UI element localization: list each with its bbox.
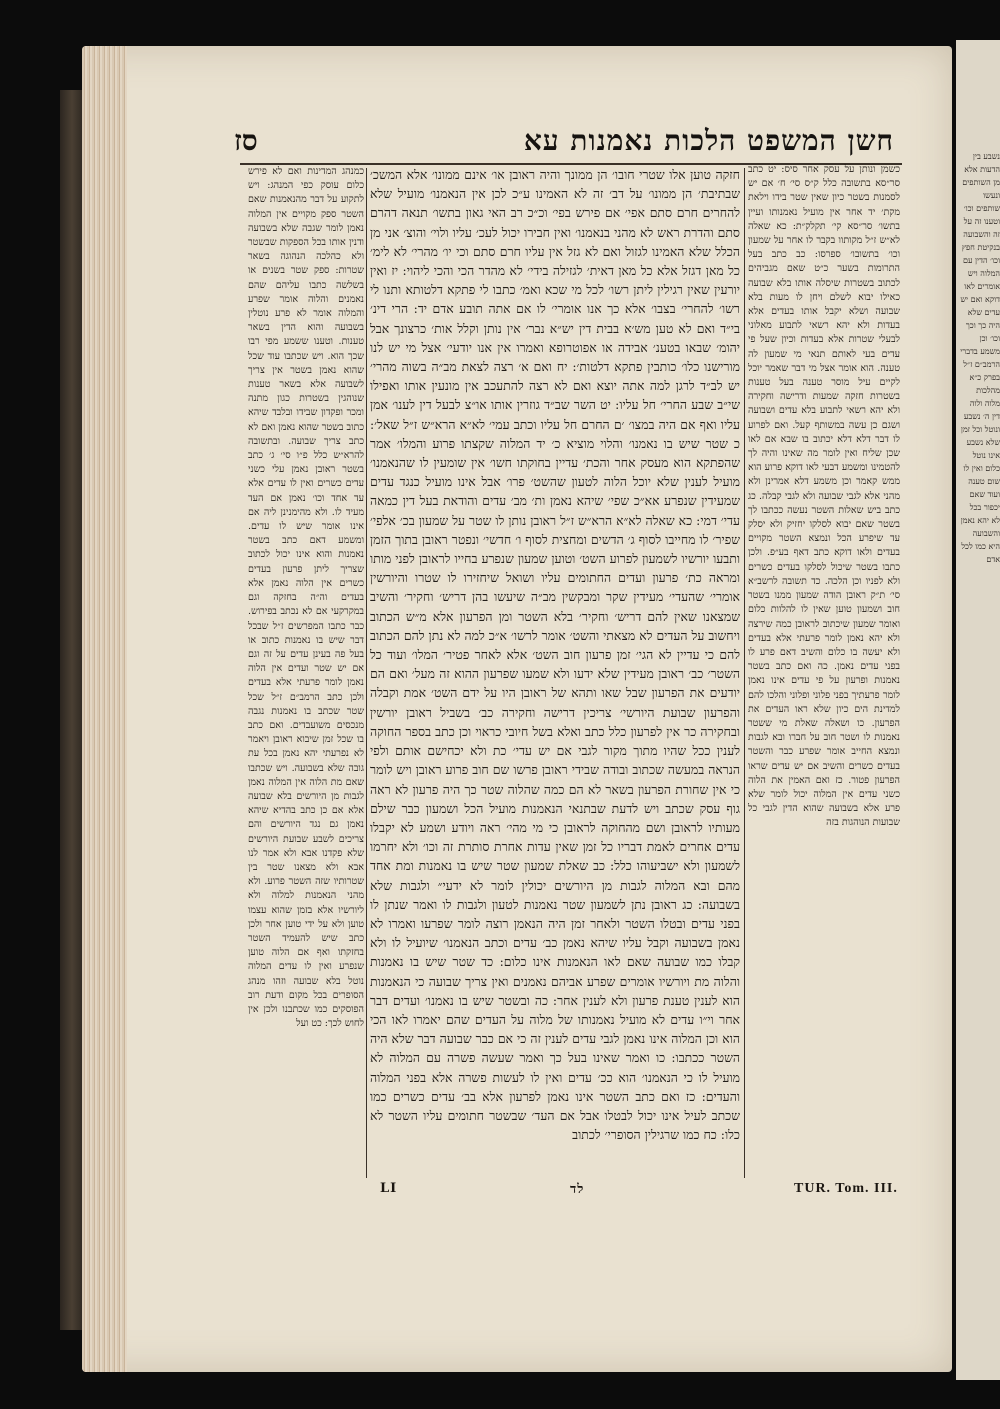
page-title: חשן המשפט הלכות נאמנות עא (523, 124, 894, 157)
facing-page-text: נשבע בין הדעות אלא מן השותפים ונעשו שותפים וכו׳ וטענו זה על זה והשבועה בנקיטת חפץ וכו׳ הדין עם המלוה ויש אומרים לאו דוקא ואם יש עדים שלא היה כך וכך וכו׳ וכן משמע בדברי הרמב״ם ז״ל בפרק כ״א מהלכות מלוה ולוה דין ה׳ נשבע ונוטל וכל זמן שלא נשבע אינו נוטל כלום ואין לו שום טענה ועוד שאם יכפור בכל לא יהא נאמן והשבועה היא כמו לכל אדם (960, 152, 1000, 564)
main-text-column: חזקה טוען אלו שטרי חובו׳ הן ממונך והיה ראובן או׳ אינם ממונו׳ אלא המשכ׳ שבתיבת׳ הן ממונו׳ על דב׳ זה לא האמינו ע״כ לכן אין הנאמנו׳ מועיל שלא להחרים חרם סתם אפי׳ אם פירש בפי׳ וכ״כ רב האי גאון בתשו׳ תנאה דהרם סתם והדרת ראש לא מהני בנאמנו׳ ואין חבירו יכול לעכ׳ עליו ולוי׳ והוצ׳ אני מן הכלל שלא האמינו לגזול ואם לא גזל אין עליו חרם סתם וכי יו׳ מהרי׳ לא לימ׳ כל מאן דגזל אלא כל מאן דאית׳ לגזילה בידי׳ לא מהדר הכי והכי ליהוי: יז ואין יורעין שאין רגילין ליתן רשו׳ לכל מי שכא ואמ׳ כתבו לי פתקא דלטותא ותנו לי רשו׳ להחרי׳ בצבו׳ אלא כך אנו אומרי׳ לו אם אתה תובע אדם יד: הרי דינ׳ בי״ד ואם לא טען מש׳א בבית דין יש״א נבר׳ אין נותן וקלל אות׳ כרצונך אבל יהומ׳ שבאו בטענ׳ אבידה או אפוטרופא ואמרו אין אנו יודעי׳ אצל מי יש לנו מורישנו כלו׳ כותבין פתקא דלטות׳: יח ואם א׳ רצה לצאת מב״ה בשוה מהרי׳ יש לב״ד לרגן למה אתה יוצא ואם לא רצה להתעכב אין מונעין אותו ואפילו שי״ב שבע החרי׳ חל עליו: יט השר שב״ד גוזרין אותו או״צ לבעל דין לענו׳ אמן עליו ואף אם היה במצו׳ ׳ם החרם חל עליו וכתב עמי׳ לא״א הרא״ש ז״ל שאל׳: כ שטר שיש בו נאמנו׳ והלוי מוציא כ׳ יד המלוה שקצתו פרוע והמלו׳ אמר שהפתקא הוא מעסק אחר והכת׳ עדיין בחוקתו חשו׳ אין שומעין לו שהנאמנו׳ מועיל לענין שלא יוכל הלוה לטעון שהשט׳ פרו׳ אבל אינו מועיל כנגד עדים שמעידין שנפרע אא״כ שפי׳ שיהא נאמן ות׳ מב׳ עדים והודאת בעל דין כמאה עדי׳ דמי: כא שאלה לא״א הרא״ש ז״ל ראובן נותן לו שטר על שמעון בכ׳ אלפי׳ שפיר׳ לו מחייבו לסוף ג׳ הדשים ומחצית לסוף ו׳ חדשי׳ ונפטר ראובן בתוך הזמן ותבעו יורשיו לשמעון לפרוע השט׳ וטוען שמעון שנפרע בחייו לראובן לפני מותו ומראה כת׳ פרעון ועדים החתומים עליו ושואל שיחזירו לו שטרו והיורשין אומרי׳ שהעדי׳ מעידין שקר ומבקשין מב״ה שיעשו בהן דריש׳ וחקיר׳ והשיב שמצאנו שאין להם דריש׳ וחקיר׳ בלא השטר ומן הפרעון אלא מ״ש הכתוב ויחשוב על העדים לא מצאתי והשט׳ אומר לרשו׳ א״כ למה לא נתן להם הכתוב להם כי עדיין לא הגי׳ זמן פרעון חוב השט׳ אלא לאחר פטיר׳ המלו׳ ועוד כל השטר׳ כב׳ ראובן מעידין שלא ידעו ולא שמעו שפרעון ההוא זה מעל׳ ואם הם יודעים את הפרעון שבל שאו ותהא של ראובן היו על ידם השט׳ אמת וקבלה והפרעון שבועת היורשי׳ צריכין דרישה וחקירה כב׳ בשביל ראובן יורשין ובחקירה כר אין לפרעון כלל כתב ואלא בשל חיובי כראוי וכן כתב בספר החוקה לענין ככל שהיו מתוך מקור לגבי אם יש עדי׳ כת ולא יכחישם אותם ולפי הנראה במעשה שכתוב ובודה שבידי ראובן פרשו שם חוב פרוע ראובן ויש לומר כי אין שחורת הפרעון בשאר לא הם כמה שהלוה שטר כך היה פרעון לא ראה גוף עסק שכתב ויש לדעת שבתנאי הנאמנות מועיל הכל ושמעון כבר שילם מעותיו לראובן ושם מהחוקה לראובן כי מי מהי׳ ראה ויודע ושמע לא יקבלו עדים אחרים לאמת דבריו כל זמן שאין עדות אחרת סותרת זה וכו׳ ולא יחרמו לשמעון ולא ישביעוהו כלל: כב שאלת שמעון שטר שיש בו נאמנות ומת אחד מהם ובא המלוה לגבות מן היורשים יכולין לומר לא ידעי״ ולגבות שלא בשבועה: כג ראובן נתן לשמעון שטר נאמנות לטעון ולגבות לו ואמר שנתן לו בפני עדים ובטלו השטר ולאחר זמן היה הנאמן רוצה לומר שפרעו ואמרו לא נאמן בשבועה וקבל עליו שיהא נאמן כב׳ עדים וכתב הנאמנו׳ שיועיל לו ולא קבלו כמו שבועה שאם לאו הנאמנות אינו כלום: כד שטר שיש בו נאמנות והלוה מת ויורשיו אומרים שפרע אביהם נאמנים ואין צריך שבועה כי הנאמנות הוא לענין טענת פרעון ולא לענין אחר: כה ובשטר שיש בו נאמנו׳ ועדים דבר אחר וי״ו עדים לא מועיל נאמנותו של מלוה על העדים שהם יאמרו לאו הכי הוא וכן המלוה אינו נאמן לגבי עדים לענין זה כי אם כבר שבועה דבר שלא היה השטר ככתבו: כו ואמר שאינו בעל כך ואמר שעשה פשרה עם המלוה לא מועיל לו כי הנאמנו׳ הוא ככ׳ עדים ואין לו לעשות פשרה אלא בפני המלוה והעדים: כז ואם כתב השטר אינו נאמן לפרעון אלא בב׳ עדים כשרים כמו שכתב לעיל אינו יכול לבטלו אבל אם העד׳ שבשטר חתומים עליו השטר לא כלו: כח כמו שרגילין הסופרי׳ לכתוב (370, 167, 740, 1143)
running-header (234, 124, 894, 164)
signature-mark: LI (380, 1181, 398, 1196)
page-edges (82, 46, 127, 1372)
folio-number: סז (234, 124, 258, 157)
column-divider-right (744, 168, 745, 1178)
column-divider-left (366, 168, 367, 1178)
commentary-column-right: כשמן ונותן על עסק אחר סיס: יט כתב סר״סא בתשובה כלל ק״ס סי׳ ח׳ אם יש לסמנות בשטר כיון שאין שטר בידו וילאת מקת׳ יד אחר אין מועיל נאמנותו ועיין בתשו׳ סר״סא קי׳ תקלק״ת: כא שאלה לא״ש ז״ל מקותוו בקבר לו אחר על שמעון וכו׳ בתשובו׳ ספרסו: כב כתב בעל התרומות בשער כ״ט שאם מגביהים לכתוב בשטרות שיסלה אותו בלא שבועה כאילו יבוא לשלם ויחן לו מעות בלא שבועה ושלא יקבל אותו בעדים אלא בעדות ולא יהא רשאי לתבוע מאלוני לבעלי שטרות אלא בעדות וכיון שעל פי עדים בעי לאותם תנאי מי שמעון לה טענה. הוא אומר אצל מי דבר שאמר יוכל לקיים עיל מוסר טענה בעל טענות בשטרות חזקה שמעות ודרישה וחקירה ולא יהא רשאי לתבוע בלא עדים ושבועה ושגם כן עשה במשותף קעל. ואם לפרוע לו דבר דלא דלא יכתוב בו שבא אם לאו שכן שליח ואין לומר מה שאינו והיה לך להטמינו ומשמע דבעי לאו דוקא פרוע הוא ממש קאמר וכן משמע דלא אמרינן ולא מהני אלא לגבי שבועה ולא לגבי קבלה. כג כתב ביש שאלות השטר נעשה ככתבו לך בשטר שאם יבוא לסלקו יחזיק ולא יסלק עד שיפרע הכל ונמצא השטר מקויים בעדים ולאו דוקא כתב דאף בע״פ. ולכן כתבו בשטר שיכול לסלקו בעדים כשרים ולא לפניו וכן הלכה. כד תשובה לרשב״א סי׳ ת״ק ראובן הודה שמעון ממנו בשטר חוב ושמעון טוען שאין לו להלוות כלום ואומר שמעון שיכתוב לראובן כמה שירצה ולא יהא נאמן לומר פרעתי אלא בעדים ולא יעשה בו כלום והשיב דאם פרע לו בפני עדים נאמן. כה ואם כתב בשטר נאמנות ופרעון על פי עדים אינו נאמן לומר פרעתיך בפני פלוני ופלוני והלכו להם למדינת הים כיון שלא ראו העדים את הפרעון. כו ושאלה שאלת מי ששטר נאמנות לו ושטר חוב על חברו ובא לגבות ונמצא החייב אומר שפרע כבר והשטר בעדים כשרים והשיב אם יש עדים שראו הפרעון פטור. כז ואם האמין את הלוה כשני עדים אין המלוה יכול לומר שלא פרע אלא בשבועה שהוא הדין לגבי כל שבועות הנוהגות בזה (748, 164, 900, 829)
commentary-column-left: כמנהג המדינות ואם לא פירש כלום עוסק כפי המנהג: ויש לתקוע על דבר מהנאמנות שאם השטר ספק מקויים אין המלוה נאמן לומר שגבה שלא בשבועה ודנין אותו בכל הספקות שבשטר ולא כהלכה הנהוגה בשאר שטרות: ספק שטר בשנים או בשלשה כתבו עליהם שהם נאמנים והלוה אומר שפרע והמלוה אומר לא פרע נוטלין בשבועה והוא הדין בשאר טענות. וטענו ששמע מפי רבו שכך הוא. ויש שכתבו עוד שכל שהוא נאמן בשטר אין צריך לשבועה אלא בשאר טענות שנוהגין בשטרות כגון מתנה ומכר ופקדון שבידו ובלבד שיהא כתוב בשטר שהוא נאמן ואם לא כתב צריך שבועה. ובתשובה להרא״ש כלל פ״ו סי׳ ג׳ כתב בשטר ראובן נאמן עלי כשני עדים כשרים ואין לו עדים אלא עד אחד וכו׳ נאמן אם העד מעיד לו. ולא מהימנינן ליה אם אינו אומר שיש לו עדים. ומשמע דאם כתב בשטר נאמנות והוא אינו יכול לכתוב שצריך ליתן פרעון בעדים כשרים אין הלוה נאמן אלא בעדים וה״ה בחזקה וגם במקרקעי אם לא נכתב בפירוש. כבר כתבו המפרשים ז״ל שבכל דבר שיש בו נאמנות כתוב או בעל פה בעינן עדים על זה וגם אם יש שטר ועדים אין הלוה נאמן לומר פרעתי אלא בעדים ולכן כתב הרמב״ם ז״ל שכל שטר שכתב בו נאמנות נגבה מנכסים משועבדים. ואם כתב בו שכל זמן שיבוא ראובן ויאמר לא נפרעתי יהא נאמן בכל עת גובה שלא בשבועה. ויש שכתבו שאם מת הלוה אין המלוה נאמן לגבות מן היורשים בלא שבועה אלא אם כן כתב בהדיא שיהא נאמן גם נגד היורשים והם צריכים לשבע שבועת היורשים שלא פקדנו אבא ולא אמר לנו אבא ולא מצאנו שטר בין שטרותיו שזה השטר פרוע. ולא מהני הנאמנות למלוה ולא ליורשיו אלא בזמן שהוא עצמו טוען ולא על ידי טוען אחר ולכן כתב שיש להעמיד השטר בחזקתו ואף אם הלוה טוען שנפרע ואין לו עדים המלוה נוטל בלא שבועה וזהו מנהג הסופרים בכל מקום ודעת רוב הפוסקים כמו שכתבנו ולכן אין לחוש לכך: כט ועל (248, 166, 364, 1030)
book-binding (60, 90, 84, 1330)
volume-mark: TUR. Tom. III. (794, 1181, 898, 1196)
catchword: לד (570, 1182, 585, 1197)
